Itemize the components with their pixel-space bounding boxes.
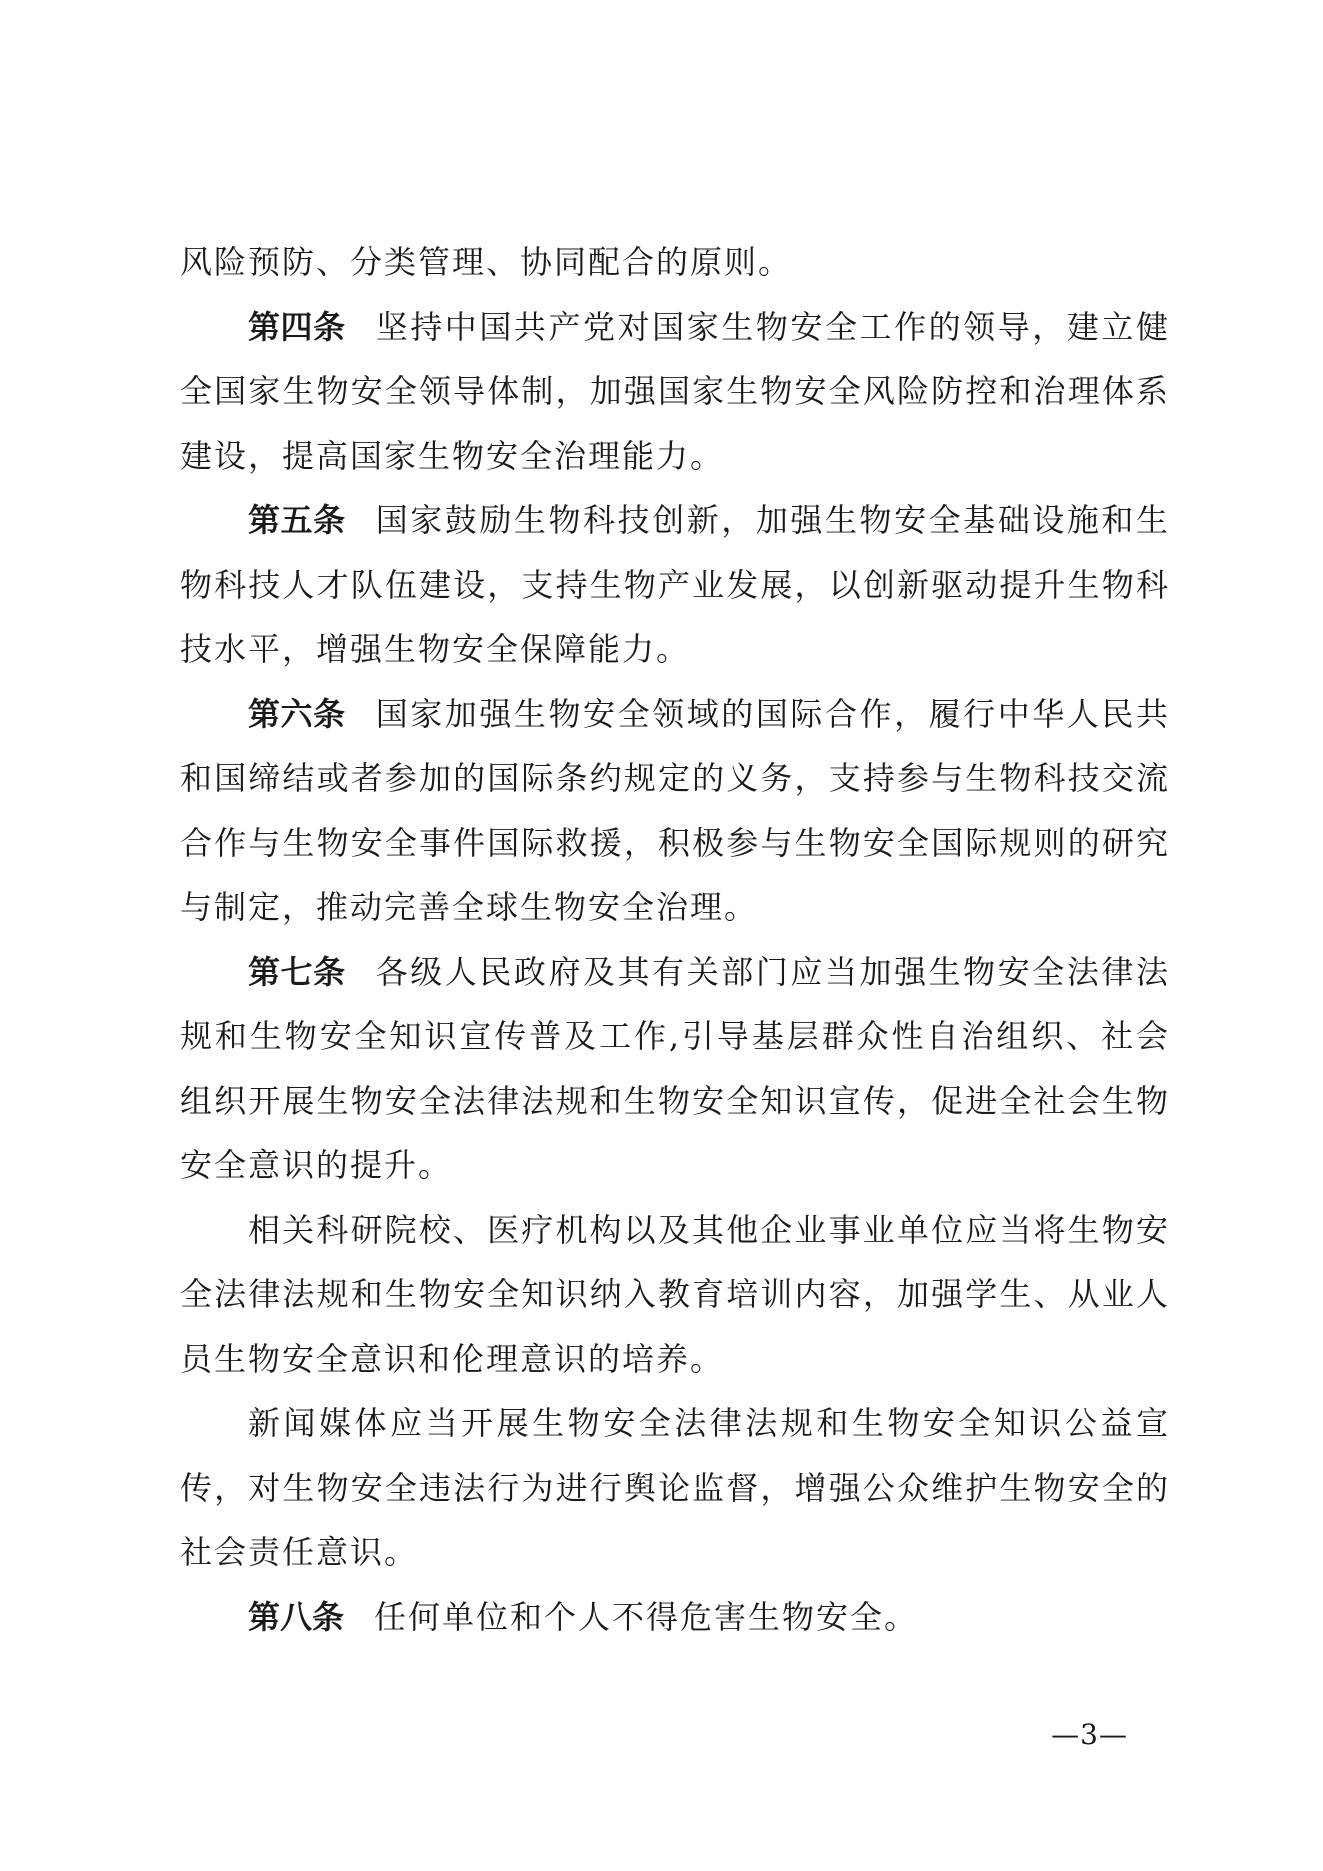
- article-label: 第八条: [248, 1597, 345, 1636]
- article-8: [180, 1585, 1170, 1650]
- article-5: [180, 488, 1170, 682]
- article-7: [180, 940, 1170, 1198]
- page-number: —3—: [1051, 1718, 1128, 1751]
- article-text: 国家加强生物安全领域的国际合作，履行中华人民共和国缔结或者参加的国际条约规定的义务，支持参与生物科技交流合作与生物安全事件国际救援，积极参与生物安全国际规则的研究与制定，推动完善全球生物安全治理。: [180, 694, 1170, 926]
- article-7-para-3: [180, 1391, 1170, 1585]
- article-7-para-2: [180, 1198, 1170, 1392]
- article-text: 国家鼓励生物科技创新，加强生物安全基础设施和生物科技人才队伍建设，支持生物产业发展，以创新驱动提升生物科技水平，增强生物安全保障能力。: [180, 501, 1170, 668]
- paragraph-text: 风险预防、分类管理、协同配合的原则。: [180, 243, 793, 281]
- article-text: 坚持中国共产党对国家生物安全工作的领导，建立健全国家生物安全领导体制，加强国家生物安全风险防控和治理体系建设，提高国家生物安全治理能力。: [180, 307, 1170, 475]
- article-label: 第七条: [248, 952, 346, 991]
- article-label: 第四条: [248, 307, 346, 346]
- article-6: [180, 682, 1170, 940]
- paragraph-continuation: [180, 230, 1170, 295]
- paragraph-text: 相关科研院校、医疗机构以及其他企业事业单位应当将生物安全法律法规和生物安全知识纳入教育培训内容，加强学生、从业人员生物安全意识和伦理意识的培养。: [180, 1210, 1170, 1378]
- article-text: 任何单位和个人不得危害生物安全。: [374, 1597, 919, 1636]
- article-4: [180, 295, 1170, 489]
- article-label: 第六条: [248, 694, 346, 733]
- article-text: 各级人民政府及其有关部门应当加强生物安全法律法规和生物安全知识宣传普及工作,引导基层群众性自治组织、社会组织开展生物安全法律法规和生物安全知识宣传，促进全社会生物安全意识的提升。: [180, 952, 1170, 1184]
- document-body: [180, 230, 1170, 1649]
- article-label: 第五条: [248, 501, 346, 539]
- paragraph-text: 新闻媒体应当开展生物安全法律法规和生物安全知识公益宣传，对生物安全违法行为进行舆论监督，增强公众维护生物安全的社会责任意识。: [180, 1404, 1170, 1571]
